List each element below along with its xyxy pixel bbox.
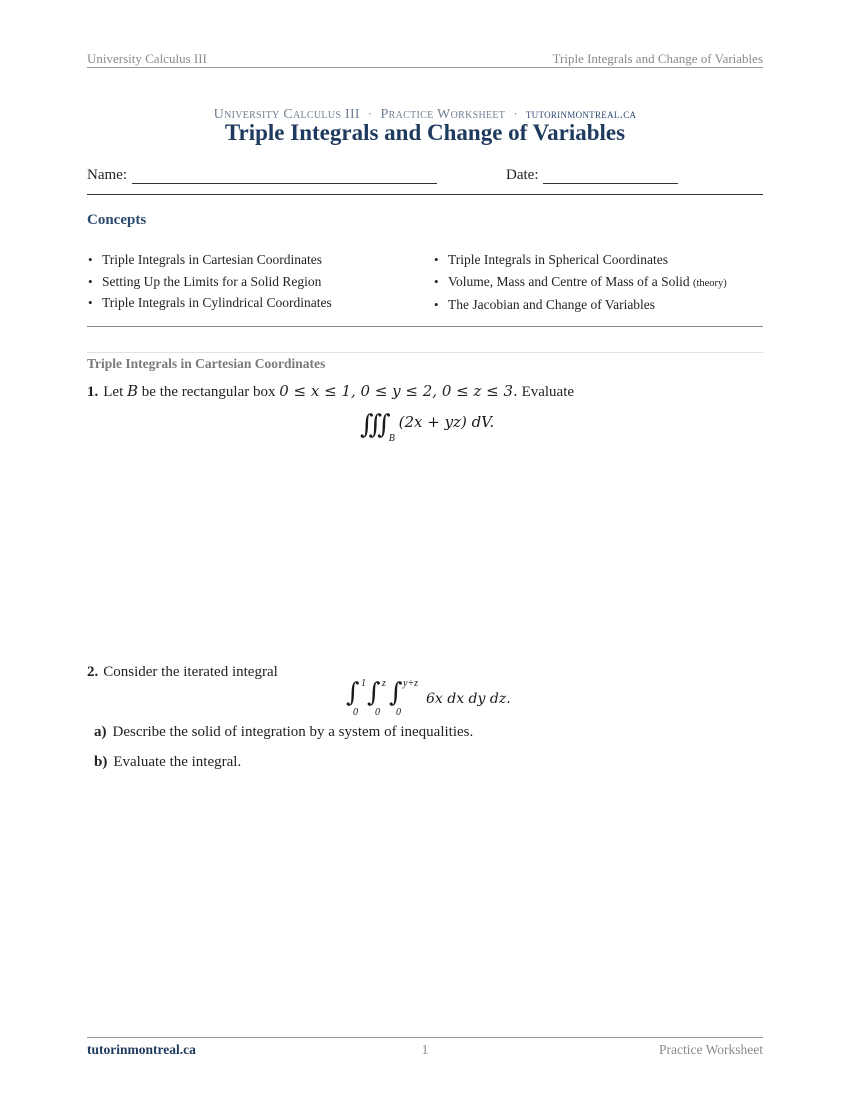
concept-item: • The Jacobian and Change of Variables: [434, 294, 727, 316]
question-1: [87, 382, 574, 401]
question-number: 2.: [87, 664, 99, 680]
date-label: Date:: [506, 167, 539, 183]
question-number: 1.: [87, 384, 99, 400]
limit-lower: 0: [375, 707, 380, 718]
q2-part-a: [94, 724, 473, 741]
name-blank[interactable]: [132, 169, 437, 184]
concept-item: • Triple Integrals in Cartesian Coordinates: [88, 249, 332, 271]
page-number: 1: [421, 1042, 429, 1057]
triple-integral-symbol: ∭: [360, 410, 391, 440]
concept-note: (theory): [692, 277, 727, 289]
header-left: University Calculus III: [87, 51, 207, 66]
header-right: Triple Integrals and Change of Variables: [552, 51, 763, 66]
running-site: tutorinmontreal.ca: [525, 106, 637, 121]
page-title: Triple Integrals and Change of Variables: [224, 120, 626, 145]
limit-upper: 1: [361, 678, 366, 689]
concepts-list-right: [434, 249, 727, 316]
concept-item: • Triple Integrals in Spherical Coordinates: [434, 249, 727, 271]
q1-text-prefix: Let: [103, 384, 124, 400]
limit-lower: 0: [396, 707, 401, 718]
part-label: b): [94, 754, 108, 770]
limit-upper: y+z: [403, 678, 419, 689]
limit-upper: z: [382, 678, 386, 689]
q1-text-suffix: Evaluate: [521, 384, 575, 400]
concept-item: • Triple Integrals in Cylindrical Coordinates: [88, 292, 332, 314]
running-course: University Calculus III: [213, 107, 360, 122]
running-separator: ·: [513, 106, 518, 121]
name-label: Name:: [87, 167, 127, 183]
part-text: Evaluate the integral.: [113, 754, 242, 770]
section-title: Triple Integrals in Cartesian Coordinates: [87, 356, 326, 371]
q1-text-mid: be the rectangular box: [141, 384, 276, 400]
q2-part-b: [94, 754, 241, 771]
limit-lower: 0: [353, 707, 358, 718]
q1-bounds: 0 ≤ x ≤ 1, 0 ≤ y ≤ 2, 0 ≤ z ≤ 3.: [279, 382, 518, 400]
q2-integrand: 6x dx dy dz.: [426, 691, 511, 707]
name-field: [87, 167, 437, 184]
footer-site: tutorinmontreal.ca: [87, 1042, 196, 1057]
q2-integral: [346, 676, 516, 722]
header-rule: [87, 67, 763, 68]
integral-symbol: ∫: [389, 678, 403, 708]
concept-item-text: Volume, Mass and Centre of Mass of a Solid: [448, 273, 690, 289]
footer-right: Practice Worksheet: [659, 1042, 763, 1057]
concept-item: [434, 271, 727, 295]
question-2: [87, 664, 278, 681]
footer-rule: [87, 1037, 763, 1038]
section-rule: [87, 352, 763, 353]
running-kind: Practice Worksheet: [380, 107, 506, 122]
q1-integrand: (2x + yz) dV.: [398, 413, 495, 431]
part-label: a): [94, 724, 107, 740]
title-rule: [87, 194, 763, 195]
q1-integral: [360, 410, 495, 444]
date-blank[interactable]: [543, 169, 678, 184]
date-field: [506, 167, 678, 184]
integral-symbol: ∫: [367, 678, 381, 708]
concepts-heading: Concepts: [87, 212, 147, 228]
q1-region: B: [388, 433, 395, 444]
running-separator: ·: [367, 106, 373, 121]
concept-item: • Setting Up the Limits for a Solid Region: [88, 271, 332, 293]
part-text: Describe the solid of integration by a system of inequalities.: [112, 724, 474, 740]
q2-text: Consider the iterated integral: [103, 664, 278, 680]
q1-var: B: [127, 382, 139, 400]
integral-symbol: ∫: [346, 678, 360, 708]
concepts-rule: [87, 326, 763, 327]
concepts-list-left: [88, 249, 332, 314]
